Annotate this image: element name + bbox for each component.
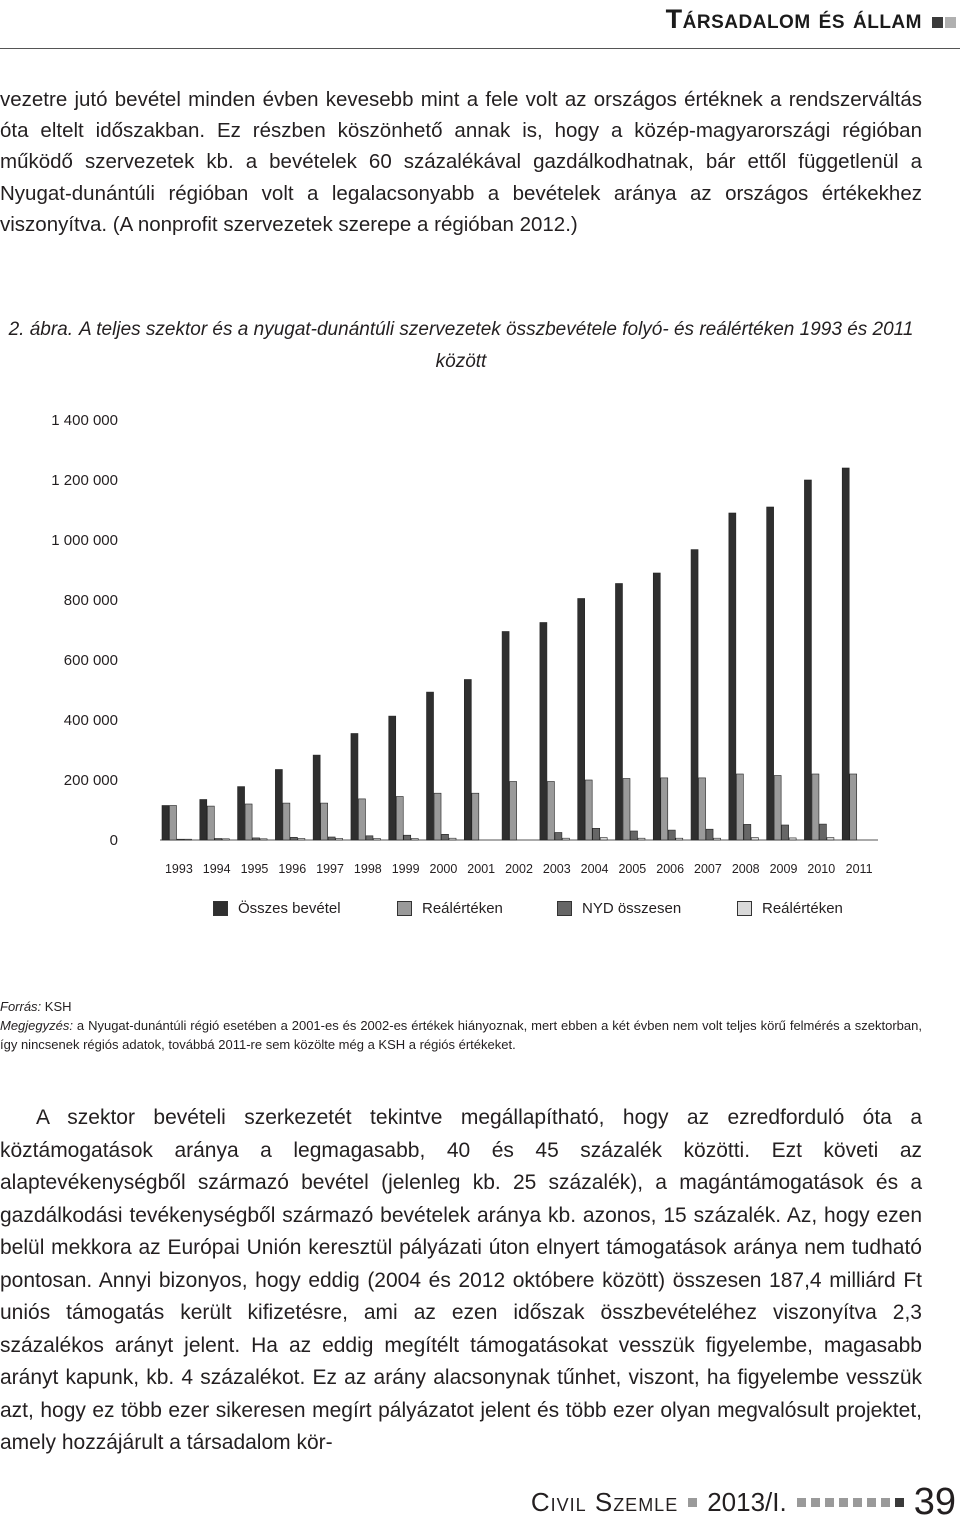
bar-1998-series-0 <box>351 734 358 841</box>
remark-note <box>0 1016 922 1054</box>
bar-1994-series-3 <box>222 839 229 840</box>
x-tick-label: 1996 <box>278 862 307 876</box>
y-tick-label: 800 000 <box>63 592 118 609</box>
bar-1997-series-2 <box>328 837 335 840</box>
footer-squares-left <box>688 1498 697 1507</box>
intro-paragraph: vezetre jutó bevétel minden évben kevesebb mint a fele volt az országos értéknek a rendszerváltás óta eltelt időszakban. Ez részben köszönhető annak is, hogy a közép-magyarországi régióban működő szervezetek kb. a bevételek 60 százalékával gazdálkodhatnak, bár ettől függetlenül a Nyugat-dunántúli régióban volt a legalacsonyabb a bevételek aránya az országos értékekhez viszonyítva. (A nonprofit szervezetek szerepe a régióban 2012.) <box>0 88 922 236</box>
bar-1998-series-3 <box>373 839 380 841</box>
header-rule <box>0 48 960 49</box>
source-note <box>0 997 922 1016</box>
bar-1993-series-3 <box>185 839 192 840</box>
bar-2011-series-0 <box>842 468 849 840</box>
bar-2008-series-0 <box>729 513 736 840</box>
legend-swatch <box>213 901 228 916</box>
bar-2009-series-0 <box>767 507 774 840</box>
x-tick-label: 2011 <box>845 862 873 876</box>
page-number: 39 <box>913 1480 956 1523</box>
x-tick-label: 2001 <box>467 862 496 876</box>
bar-2004-series-1 <box>585 780 592 840</box>
bar-2001-series-1 <box>472 793 479 840</box>
bar-2005-series-3 <box>638 838 645 840</box>
bar-2010-series-2 <box>819 824 826 840</box>
bar-1995-series-2 <box>253 838 260 840</box>
x-tick-label: 2006 <box>656 862 685 876</box>
bar-2009-series-2 <box>782 825 789 840</box>
bar-1999-series-1 <box>396 797 403 841</box>
bar-2004-series-2 <box>593 828 600 840</box>
y-tick-label: 200 000 <box>63 772 118 789</box>
bar-1993-series-2 <box>177 839 184 840</box>
x-tick-label: 1999 <box>391 862 420 876</box>
bar-1996-series-1 <box>283 803 290 840</box>
legend-label: Reálértéken <box>762 900 843 917</box>
bar-1994-series-0 <box>200 800 207 841</box>
figure-caption <box>0 314 922 378</box>
header-squares-decoration <box>932 17 956 28</box>
bar-2003-series-1 <box>547 782 554 841</box>
body-paragraph: A szektor bevételi szerkezetét tekintve megállapítható, hogy az ezredforduló óta a köztámogatások aránya a legmagasabb, 40 és 45 százalék közötti. Ezt követi az alaptevékenységből származó bevétel (jelenleg kb. 25 százalék), a magántámogatások és a gazdálkodási tevékenységből származó bevételek aránya kb. azonos, 15 százalék. Az, hogy ezen belül mekkora az Európai Unión keresztül pályázati úton elnyert támogatások aránya nem tudható pontosan. Annyi bizonyos, hogy eddig (2004 és 2012 októbere között) összesen 187,4 milliárd Ft uniós támogatás került kifizetésre, ami az ezen időszak összbevételéhez viszonyítva 2,3 százalékos arányt jelent. Ha az eddig megítélt támogatásokat vesszük figyelembe, magasabb arányt kapunk, kb. 4 százalékot. Ez az arány alacsonynak tűnhet, viszont, ha figyelembe vesszük azt, hogy ez több ezer sikeresen megírt pályázatot jelent és több ezer olyan megvalósult projektet, amely hozzájárult a társadalom kör- <box>0 1106 922 1454</box>
bar-2010-series-3 <box>827 838 834 840</box>
bar-1998-series-2 <box>366 836 373 840</box>
bar-1996-series-2 <box>290 837 297 840</box>
bar-2006-series-3 <box>676 838 683 840</box>
legend-item <box>557 900 681 917</box>
bar-1996-series-3 <box>298 839 305 841</box>
x-tick-label: 1997 <box>316 862 344 876</box>
revenue-bar-chart <box>0 400 960 890</box>
bar-1997-series-0 <box>313 755 320 840</box>
bar-1995-series-3 <box>260 839 267 840</box>
legend-item <box>213 900 341 917</box>
x-tick-label: 2010 <box>807 862 836 876</box>
bar-2002-series-1 <box>510 782 517 841</box>
x-tick-label: 1993 <box>164 862 193 876</box>
remark-key: Megjegyzés: <box>0 1018 73 1033</box>
source-value: KSH <box>44 999 72 1014</box>
bar-1993-series-0 <box>162 806 169 841</box>
bar-1997-series-1 <box>321 803 328 840</box>
bar-1993-series-1 <box>170 806 177 841</box>
x-tick-label: 2008 <box>731 862 760 876</box>
legend-item <box>737 900 843 917</box>
remark-value: a Nyugat-dunántúli régió esetében a 2001-es és 2002-es értékek hiányoznak, mert ebben a két évben nem volt teljes körű felmérés a szektorban, így nincsenek régiós adatok, továbbá 2011-re sem közölte még a KSH a régiós értékeket. <box>0 1018 922 1052</box>
legend-swatch <box>397 901 412 916</box>
journal-name: Civil Szemle <box>530 1486 679 1517</box>
section-title: Társadalom és állam <box>665 3 922 34</box>
legend-item <box>397 900 503 917</box>
legend-label: Összes bevétel <box>238 900 341 917</box>
x-tick-label: 2009 <box>769 862 798 876</box>
bar-2004-series-3 <box>600 838 607 840</box>
bar-1994-series-1 <box>207 806 214 840</box>
bar-2008-series-3 <box>751 838 758 840</box>
bar-2003-series-0 <box>540 623 547 841</box>
issue-number: 2013/I. <box>707 1486 787 1517</box>
bar-2011-series-1 <box>850 774 857 840</box>
bar-2003-series-2 <box>555 833 562 841</box>
bar-1995-series-1 <box>245 804 252 840</box>
bar-2007-series-3 <box>714 838 721 840</box>
bar-2005-series-2 <box>630 831 637 840</box>
legend-swatch <box>557 901 572 916</box>
x-tick-label: 2000 <box>429 862 458 876</box>
bar-2003-series-3 <box>562 838 569 840</box>
bar-2009-series-1 <box>774 776 781 841</box>
x-tick-label: 2002 <box>505 862 533 876</box>
bar-2010-series-1 <box>812 774 819 840</box>
y-tick-label: 1 400 000 <box>51 412 118 429</box>
y-tick-label: 400 000 <box>63 712 118 729</box>
x-tick-label: 1998 <box>353 862 382 876</box>
y-tick-label: 1 000 000 <box>51 532 118 549</box>
bar-2008-series-1 <box>736 774 743 840</box>
bar-2007-series-1 <box>699 778 706 840</box>
bar-1999-series-0 <box>389 716 396 840</box>
bar-2005-series-1 <box>623 779 630 841</box>
bar-1999-series-2 <box>404 835 411 840</box>
bar-2006-series-1 <box>661 778 668 840</box>
bar-2008-series-2 <box>744 824 751 840</box>
bar-2007-series-2 <box>706 829 713 840</box>
x-tick-label: 1994 <box>202 862 231 876</box>
legend-label: NYD összesen <box>582 900 682 917</box>
chart-legend <box>0 900 960 924</box>
bar-2000-series-1 <box>434 793 441 840</box>
footer-squares-right <box>797 1498 904 1507</box>
bar-1996-series-0 <box>275 770 282 841</box>
source-key: Forrás: <box>0 999 42 1014</box>
bar-1998-series-1 <box>358 799 365 840</box>
bar-2005-series-0 <box>615 584 622 841</box>
bar-2004-series-0 <box>578 599 585 841</box>
legend-label: Reálértéken <box>422 900 503 917</box>
bar-2010-series-0 <box>804 480 811 840</box>
page-footer <box>531 1479 956 1525</box>
x-tick-label: 2003 <box>542 862 571 876</box>
figure-title: A teljes szektor és a nyugat-dunántúli szervezetek összbevétele folyó- és reálértéken 1993 és 2011 között <box>79 319 914 372</box>
figure-notes <box>0 997 922 1054</box>
bar-2007-series-0 <box>691 550 698 840</box>
legend-swatch <box>737 901 752 916</box>
bar-1994-series-2 <box>215 839 222 841</box>
bar-1995-series-0 <box>238 787 245 840</box>
bar-2000-series-0 <box>427 692 434 840</box>
bar-2001-series-0 <box>464 680 471 841</box>
x-tick-label: 2005 <box>618 862 647 876</box>
bar-1999-series-3 <box>411 839 418 841</box>
bar-2006-series-2 <box>668 830 675 840</box>
x-tick-label: 2007 <box>694 862 722 876</box>
bar-2000-series-2 <box>442 834 449 840</box>
bar-2006-series-0 <box>653 573 660 840</box>
bar-2002-series-0 <box>502 632 509 841</box>
y-tick-label: 1 200 000 <box>51 472 118 489</box>
y-tick-label: 600 000 <box>63 652 118 669</box>
bar-2009-series-3 <box>789 838 796 840</box>
page-header <box>666 0 960 38</box>
x-tick-label: 2004 <box>580 862 609 876</box>
bar-1997-series-3 <box>336 839 343 841</box>
x-tick-label: 1995 <box>240 862 269 876</box>
y-tick-label: 0 <box>109 832 118 849</box>
bar-2000-series-3 <box>449 838 456 840</box>
figure-label: 2. ábra. <box>8 319 74 340</box>
